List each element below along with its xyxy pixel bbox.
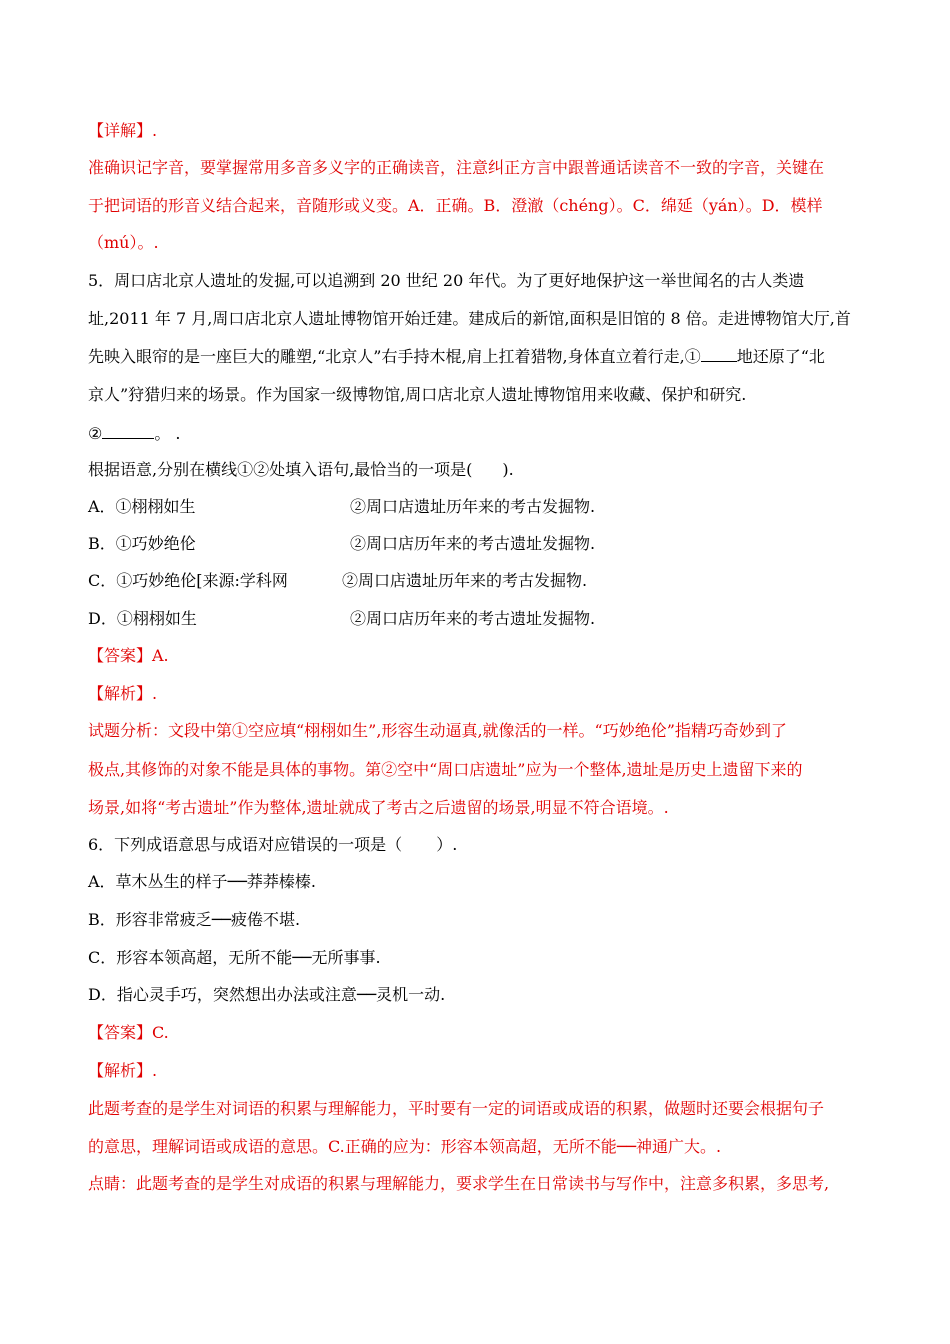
q5-analysis-line-2: 极点,其修饰的对象不能是具体的事物。第②空中“周口店遗址”应为一个整体,遗址是历史上遗留下来的 — [88, 760, 803, 779]
blank-1 — [701, 346, 737, 362]
q5-stem-line-5-end: 。 . — [154, 424, 181, 443]
q5-option-a-right: ②周口店遗址历年来的考古发掘物. — [350, 497, 596, 516]
detail-explain-line-2: 于把词语的形音义结合起来，音随形或义变。A．正确。B．澄澈（chéng）。C．绵延（yán）。D．模样 — [88, 196, 823, 215]
q5-option-d — [88, 608, 848, 630]
q6-answer: 【答案】C. — [88, 1023, 169, 1042]
q6-stem-text: 6．下列成语意思与成语对应错误的一项是（ — [88, 835, 403, 854]
q5-option-d-right: ②周口店历年来的考古遗址发掘物. — [350, 609, 596, 628]
blank-2-marker: ② — [88, 424, 103, 443]
q5-question — [88, 459, 514, 481]
q6-stem — [88, 834, 457, 856]
q5-option-c-left: C．①巧妙绝伦[来源:学科网 — [88, 571, 288, 590]
q5-option-a — [88, 496, 848, 518]
q5-stem-line-2: 址,2011 年 7 月,周口店北京人遗址博物馆开始迁建。建成后的新馆,面积是旧馆的 8 倍。走进博物馆大厅,首 — [88, 309, 851, 328]
blank-2 — [102, 423, 154, 439]
q6-option-b: B．形容非常疲乏──疲倦不堪. — [88, 910, 301, 929]
q6-option-c: C．形容本领高超，无所不能──无所事事. — [88, 948, 381, 967]
q5-option-c — [88, 570, 848, 592]
q5-stem-line-1: 5．周口店北京人遗址的发掘,可以追溯到 20 世纪 20 年代。为了更好地保护这一举世闻名的古人类遗 — [88, 271, 805, 290]
q5-question-text: 根据语意,分别在横线①②处填入语句,最恰当的一项是( — [88, 460, 473, 479]
q6-analysis-line-1: 此题考查的是学生对词语的积累与理解能力，平时要有一定的词语或成语的积累，做题时还要会根据句子 — [88, 1099, 825, 1118]
q6-analysis-line-2: 的意思，理解词语或成语的意思。C.正确的应为：形容本领高超，无所不能──神通广大。. — [88, 1137, 722, 1156]
q5-analysis-line-1: 试题分析：文段中第①空应填“栩栩如生”,形容生动逼真,就像活的一样。“巧妙绝伦”指精巧奇妙到了 — [88, 721, 787, 740]
q5-option-c-right: ②周口店遗址历年来的考古发掘物. — [342, 571, 588, 590]
q5-option-b-right: ②周口店历年来的考古遗址发掘物. — [350, 534, 596, 553]
q6-option-d: D．指心灵手巧，突然想出办法或注意──灵机一动. — [88, 985, 446, 1004]
q5-stem-line-5 — [88, 423, 181, 445]
q5-question-end: ). — [502, 460, 514, 479]
q5-analysis-line-3: 场景,如将“考古遗址”作为整体,遗址就成了考古之后遗留的场景,明显不符合语境。. — [88, 798, 669, 817]
q5-analysis-label: 【解析】. — [88, 684, 158, 703]
detail-explain-line-3: （mú）。. — [88, 233, 159, 252]
q5-stem-line-3-a: 先映入眼帘的是一座巨大的雕塑,“北京人”右手持木棍,肩上扛着猎物,身体直立着行走,① — [88, 347, 701, 366]
q6-analysis-label: 【解析】. — [88, 1061, 158, 1080]
q5-stem-line-4: 京人”狩猎归来的场景。作为国家一级博物馆,周口店北京人遗址博物馆用来收藏、保护和研究. — [88, 385, 747, 404]
q6-note-line-1: 点睛：此题考查的是学生对成语的积累与理解能力，要求学生在日常读书与写作中，注意多积累，多思考, — [88, 1174, 830, 1193]
q6-option-a: A．草木丛生的样子──莽莽榛榛. — [88, 872, 316, 891]
detail-explain-line-1: 准确识记字音，要掌握常用多音多义字的正确读音，注意纠正方言中跟普通话读音不一致的字音，关键在 — [88, 158, 825, 177]
detail-label: 【详解】. — [88, 121, 158, 140]
q5-option-d-left: D．①栩栩如生 — [88, 609, 197, 628]
q5-option-b — [88, 533, 848, 555]
q5-option-b-left: B．①巧妙绝伦 — [88, 534, 196, 553]
q5-stem-line-3 — [88, 346, 825, 368]
q5-option-a-left: A．①栩栩如生 — [88, 497, 196, 516]
q5-answer: 【答案】A. — [88, 646, 169, 665]
q6-stem-end: ）. — [436, 835, 458, 854]
q5-stem-line-3-b: 地还原了“北 — [736, 347, 825, 366]
